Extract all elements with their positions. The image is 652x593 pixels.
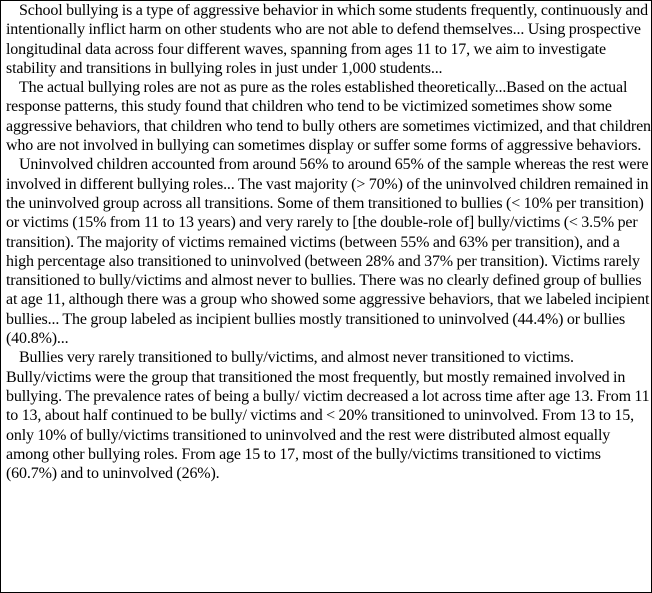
paragraph-bully-victim-transitions: Bullies very rarely transitioned to bully/victims, and almost never transitioned to victims. Bully/victims were the group that transitioned the most frequently, but mostly remained involved in bullying. The prevalence rates of being a bully/ victim decreased a lot across time after age 13. From 11 to 13, about half continued to be bully/ victims and < 20% transitioned to uninvolved. From 13 to 15, only 10% of bully/victims transitioned to uninvolved and the rest were distributed almost equally among other bullying roles. From age 15 to 17, most of the bully/victims transitioned to victims (60.7%) and to uninvolved (26%). <box>6 349 650 483</box>
document-body <box>6 1 651 483</box>
paragraph-bullying-roles: The actual bullying roles are not as pure as the roles established theoretically...Based on the actual response patterns, this study found that children who tend to be victimized sometimes show some aggressive behaviors, that children who tend to bully others are sometimes victimized, and that children who are not involved in bullying can sometimes display or suffer some forms of aggressive behaviors. <box>6 79 651 155</box>
paragraph-uninvolved-transitions: Uninvolved children accounted from around 56% to around 65% of the sample whereas the rest were involved in different bullying roles... The vast majority (> 70%) of the uninvolved children remained in the uninvolved group across all transitions. Some of them transitioned to bullies (< 10% per transition) or victims (15% from 11 to 13 years) and very rarely to [the double-role of] bully/victims (< 3.5% per transition). The majority of victims remained victims (between 55% and 63% per transition), and a high percentage also transitioned to uninvolved (between 28% and 37% per transition). Victims rarely transitioned to bully/victims and almost never to bullies. There was no clearly defined group of bullies at age 11, although there was a group who showed some aggressive behaviors, that we labeled incipient bullies... The group labeled as incipient bullies mostly transitioned to uninvolved (44.4%) or bullies (40.8%)... <box>6 156 650 348</box>
paragraph-definition: School bullying is a type of aggressive behavior in which some students frequently, continuously and intentionally inflict harm on other students who are not able to defend themselves... Using prospective longitudinal data across four different waves, spanning from ages 11 to 17, we aim to investigate stability and transitions in bullying roles in just under 1,000 students... <box>6 2 648 77</box>
